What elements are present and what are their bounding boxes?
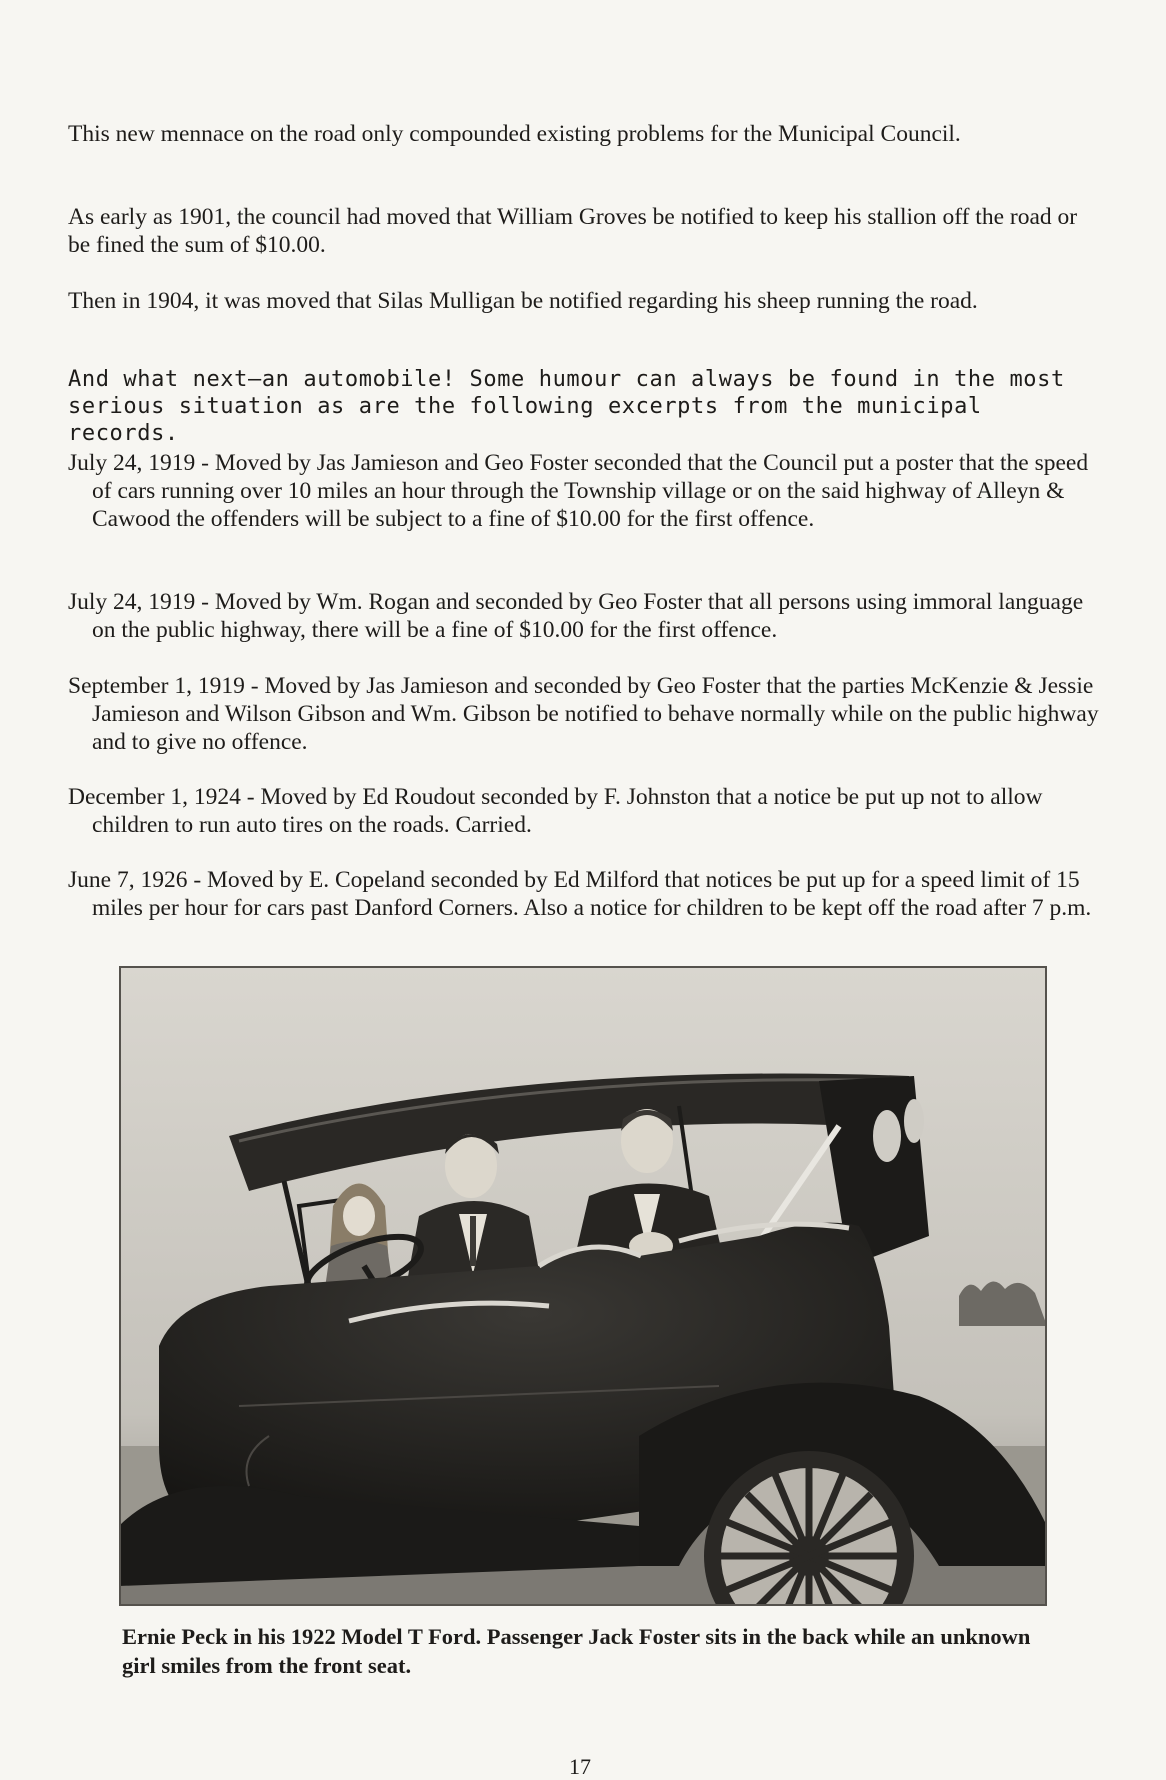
- paragraph-automobile: And what next—an automobile! Some humour can always be found in the most serious situation as are the following excerpts from the municipal records.: [68, 367, 1065, 446]
- model-t-photo: [119, 966, 1047, 1606]
- paragraph-intro: This new mennace on the road only compounded existing problems for the Municipal Council.: [68, 121, 961, 147]
- record-entry: December 1, 1924 - Moved by Ed Roudout seconded by F. Johnston that a notice be put up not to allow children to run auto tires on the roads. Carried.: [68, 784, 1043, 838]
- model-t-illustration: [119, 966, 1047, 1606]
- record-entry: July 24, 1919 - Moved by Wm. Rogan and seconded by Geo Foster that all persons using immoral language on the public highway, there will be a fine of $10.00 for the first offence.: [68, 589, 1084, 643]
- photo-caption: Ernie Peck in his 1922 Model T Ford. Passenger Jack Foster sits in the back while an unknown girl smiles from the front seat.: [122, 1624, 1031, 1678]
- page-number: 17: [569, 1754, 591, 1779]
- record-entry: July 24, 1919 - Moved by Jas Jamieson and Geo Foster seconded that the Council put a poster that the speed of cars running over 10 miles an hour through the Township village or on the said highway of Alleyn & Cawood the offenders will be subject to a fine of $10.00 for the first offence.: [68, 450, 1089, 532]
- paragraph-stallion: As early as 1901, the council had moved that William Groves be notified to keep his stallion off the road or be fined the sum of $10.00.: [68, 204, 1078, 258]
- record-entry: September 1, 1919 - Moved by Jas Jamieson and seconded by Geo Foster that the parties McKenzie & Jessie Jamieson and Wilson Gibson and Wm. Gibson be notified to behave normally while on the public highway and to give no offence.: [68, 673, 1099, 755]
- paragraph-sheep: Then in 1904, it was moved that Silas Mulligan be notified regarding his sheep running the road.: [68, 288, 978, 314]
- record-entry: June 7, 1926 - Moved by E. Copeland seconded by Ed Milford that notices be put up for a speed limit of 15 miles per hour for cars past Danford Corners. Also a notice for children to be kept off the road after 7 p.m.: [68, 867, 1092, 921]
